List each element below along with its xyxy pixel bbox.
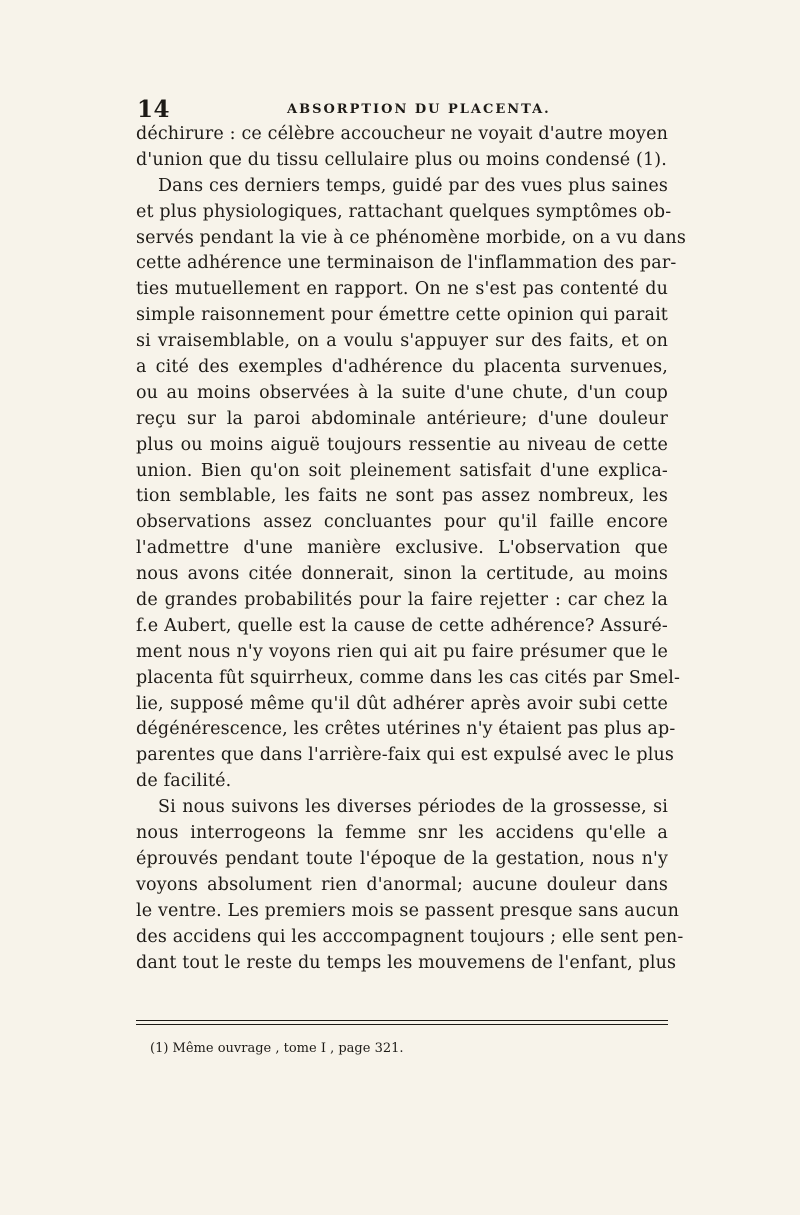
text-line: de facilité. (136, 771, 232, 792)
text-line: reçu sur la paroi abdominale antérieure; d'une douleur (136, 408, 668, 429)
text-line: ment nous n'y voyons rien qui ait pu faire présumer que le (136, 641, 668, 662)
text-line: tion semblable, les faits ne sont pas assez nombreux, les (136, 486, 668, 507)
text-line: observations assez concluantes pour qu'il faille encore (136, 512, 668, 533)
page-number: 14 (137, 96, 171, 123)
text-line: de grandes probabilités pour la faire rejetter : car chez la (136, 590, 668, 611)
text-line: nous interrogeons la femme snr les accidens qu'elle a (136, 823, 668, 844)
body-text (136, 122, 686, 976)
text-line: plus ou moins aiguë toujours ressentie au niveau de cette (136, 434, 668, 455)
text-line: le ventre. Les premiers mois se passent presque sans aucun (136, 900, 680, 921)
text-line: simple raisonnement pour émettre cette opinion qui parait (136, 305, 668, 326)
text-line: cette adhérence une terminaison de l'inflammation des par- (136, 253, 677, 274)
running-title: ABSORPTION DU PLACENTA. (287, 102, 551, 117)
footnote-rule-secondary (136, 1024, 668, 1025)
text-line: l'admettre d'une manière exclusive. L'observation que (136, 538, 668, 559)
text-line: ou au moins observées à la suite d'une chute, d'un coup (136, 382, 668, 403)
text-line: des accidens qui les acccompagnent toujours ; elle sent pen- (136, 926, 684, 947)
page-header (137, 96, 667, 124)
text-line: voyons absolument rien d'anormal; aucune douleur dans (136, 874, 668, 895)
text-line: déchirure : ce célèbre accoucheur ne voyait d'autre moyen (136, 124, 668, 144)
text-line: dant tout le reste du temps les mouvemens de l'enfant, plus (136, 952, 677, 973)
text-line: ties mutuellement en rapport. On ne s'est pas contenté du (136, 279, 668, 300)
text-line: lie, supposé même qu'il dût adhérer après avoir subi cette (136, 693, 668, 714)
footnote-rule (136, 1020, 668, 1021)
text-line: union. Bien qu'on soit pleinement satisfait d'une explica- (136, 460, 668, 481)
text-line: d'union que du tissu cellulaire plus ou moins condensé (1). (136, 149, 667, 170)
footnote: (1) Même ouvrage , tome I , page 321. (150, 1041, 404, 1056)
paragraph-start-line: Dans ces derniers temps, guidé par des vues plus saines (158, 175, 668, 196)
text-line: a cité des exemples d'adhérence du placenta survenues, (136, 357, 668, 378)
text-line: dégénérescence, les crêtes utérines n'y étaient pas plus ap- (136, 719, 676, 740)
paragraph-start-line: Si nous suivons les diverses périodes de la grossesse, si (158, 797, 668, 818)
text-line: si vraisemblable, on a voulu s'appuyer sur des faits, et on (136, 331, 668, 352)
text-line: nous avons citée donnerait, sinon la certitude, au moins (136, 564, 668, 585)
text-line: f.e Aubert, quelle est la cause de cette adhérence? Assuré- (136, 615, 668, 636)
text-line: éprouvés pendant toute l'époque de la gestation, nous n'y (136, 848, 668, 869)
text-line: servés pendant la vie à ce phénomène morbide, on a vu dans (136, 227, 686, 248)
text-line: et plus physiologiques, rattachant quelques symptômes ob- (136, 201, 672, 222)
text-line: placenta fût squirrheux, comme dans les cas cités par Smel- (136, 667, 681, 688)
text-line: parentes que dans l'arrière-faix qui est expulsé avec le plus (136, 745, 675, 766)
